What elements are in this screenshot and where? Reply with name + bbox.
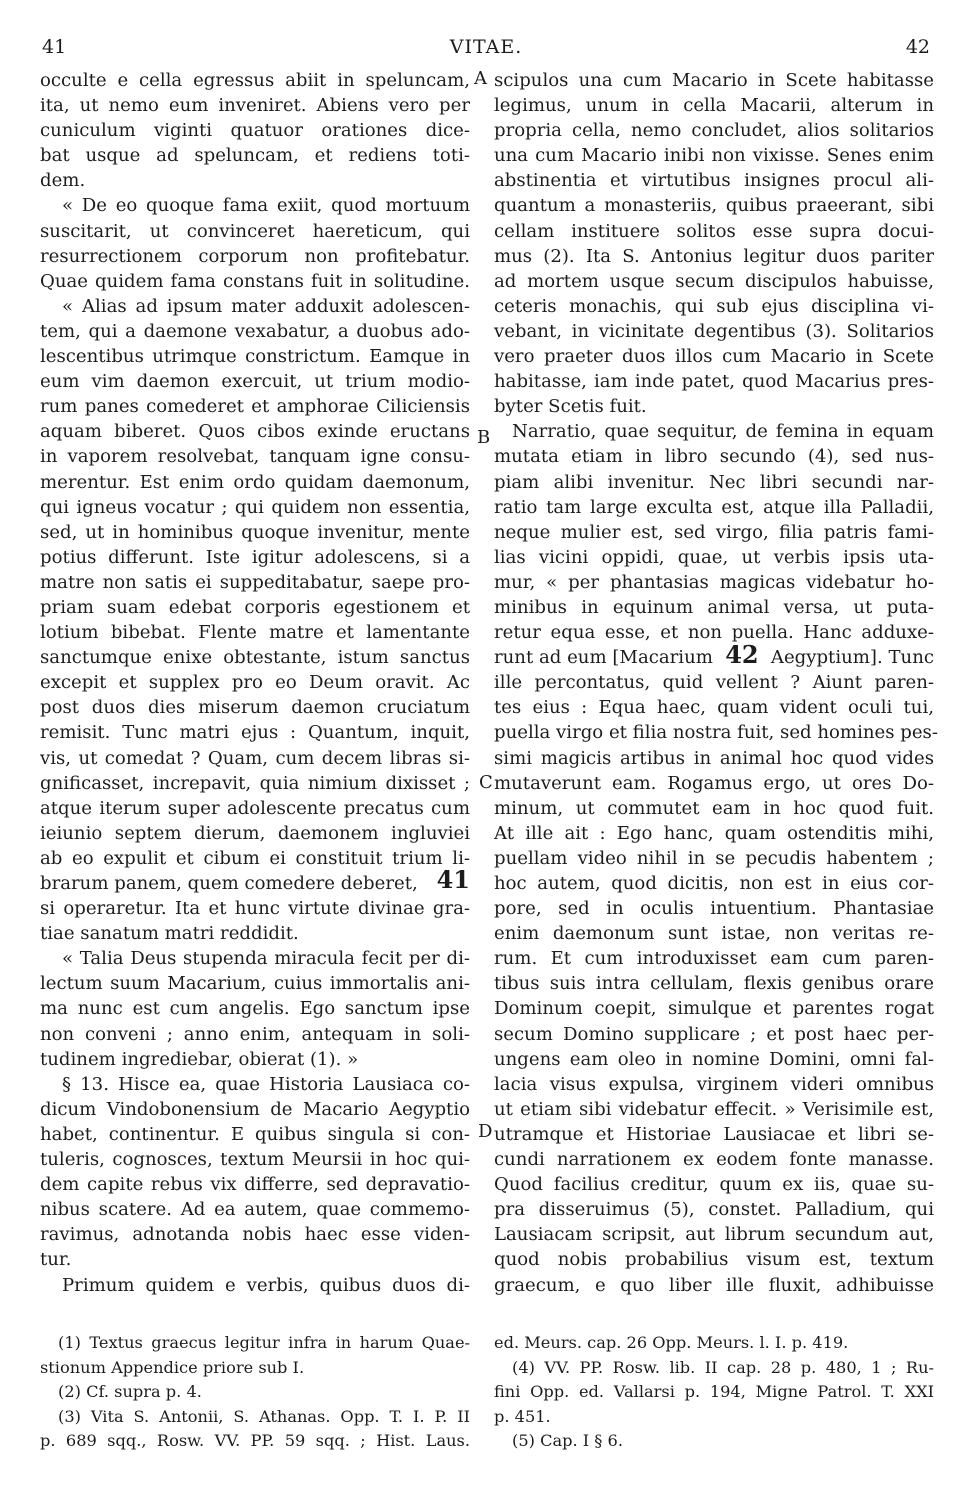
text-line: pra disseruimus (5), constet. Palladium, qui [494,1199,934,1221]
margin-letter-c: C [479,772,493,793]
text-line: nibus scatere. Ad ea autem, quae commemo- [40,1199,470,1221]
footnote-line: (3) Vita S. Antonii, S. Athanas. Opp. T. I. P. II [58,1406,470,1426]
margin-letter-d: D [478,1121,493,1142]
text-line: cundi narrationem ex eodem fonte manasse. [494,1149,934,1171]
footnote-line: fini Opp. ed. Vallarsi p. 194, Migne Patrol. T. XXI [494,1382,934,1402]
text-line: resurrectionem corporum non profitebatur. [40,245,470,267]
text-line: matre non satis ei suppeditabatur, saepe pro- [40,571,470,593]
footnote-line: (5) Cap. I § 6. [512,1431,623,1451]
footnote-line: (4) VV. PP. Rosw. lib. II cap. 28 p. 480, 1 ; Ru- [512,1357,934,1377]
text-line: non conveni ; anno enim, antequam in soli- [40,1023,470,1045]
text-line: tibus suis intra cellulam, flexis genibus orare [494,973,934,995]
text-line: quod nobis probabilius visum est, textum [494,1249,934,1271]
text-line: gnificasset, increpavit, quia nimium dixisset ; [40,772,470,794]
text-line: mutata etiam in libro secundo (4), sed nus- [494,446,934,468]
footnotes-right [494,1331,934,1454]
running-header [42,28,930,58]
text-line: legimus, unum in cella Macarii, alterum in [494,95,934,117]
text-line: puellam video nihil in se pecudis habentem ; [494,847,934,869]
text-line: enim daemonum sunt istae, non veritas re- [494,923,934,945]
page-number-left: 41 [42,36,67,58]
text-line: mus (2). Ita S. Antonius legitur duos pariter [494,245,934,267]
right-column [494,68,938,1298]
text-line: potius differunt. Iste igitur adolescens, si a [40,546,470,568]
text-line: sanctumque enixe obtestante, istum sanctus [40,647,470,669]
text-line: priam suam edebat corporis egestionem et [40,596,470,618]
text-line: dem. [40,170,86,192]
text-line: mur, « per phantasias magicas videbatur ho- [494,571,934,593]
running-title: VITAE. [449,36,523,58]
text-line: ungens eam oleo in nomine Domini, omni fal- [494,1048,934,1070]
text-line: ab eo expulit et cibum ei constituit trium li- [40,847,470,869]
text-line-with-marker [40,865,470,896]
text-line: dem capite rebus vix differre, sed depravatio- [40,1174,470,1196]
text-line: qui igneus vocatur ; qui quidem non essentia, [40,496,470,518]
text-line: piam alibi invenitur. Nec libri secundi nar- [494,471,934,493]
text-line: mutaverunt eam. Rogamus ergo, ut ores Do- [494,772,934,794]
text-line: scipulos una cum Macario in Scete habitasse [494,70,934,91]
text-line: dicum Vindobonensium de Macario Aegyptio [40,1098,470,1120]
text-line: At ille ait : Ego hanc, quam ostenditis mihi, [494,822,934,844]
text-line: ita, ut nemo eum inveniret. Abiens vero per [40,95,470,117]
footnote-line: stionum Appendice priore sub I. [40,1357,305,1377]
text-line: Primum quidem e verbis, quibus duos di- [62,1274,470,1296]
text-line: tiae sanatum matri reddidit. [40,923,299,945]
text-line: vero praeter duos illos cum Macario in Scete [494,346,934,368]
text-line: si operaretur. Ita et hunc virtute divinae gra- [40,898,470,920]
text-line: in vaporem resolvebat, tanquam igne consu- [40,446,470,468]
text-line: ceteris monachis, qui sub ejus disciplina vi- [494,295,934,317]
text-line: rum panes comederet et amphorae Ciliciensis [40,396,470,418]
text-line: ille percontatus, quid vellent ? Aiunt paren- [494,672,934,694]
text-line: lescentibus utrimque constrictum. Eamque in [40,346,470,368]
text-line: Dominum coepit, simulque et parentes rogat [494,998,934,1020]
text-line: habitasse, iam inde patet, quod Macarius pres- [494,371,934,393]
text-line: vis, ut comedat ? Quam, cum decem libras si- [40,747,470,769]
text-line: lectum suum Macarium, cuius immortalis ani- [40,973,470,995]
text-line: simi magicis artibus in animal hoc quod vides [494,747,934,769]
text-line: ad mortem usque secum discipulos habuisse, [494,270,934,292]
text-line: graecum, e quo liber ille fluxit, adhibuisse [494,1274,934,1296]
text-line: « Talia Deus stupenda miracula fecit per di- [62,948,470,970]
margin-letter-b: B [477,427,491,448]
footnote-line: ed. Meurs. cap. 26 Opp. Meurs. l. I. p. 419. [494,1333,849,1352]
text-line: eum vim daemon exercuit, ut trium modio- [40,371,470,393]
text-line: tes eius : Equa haec, quam vident oculi tui, [494,697,934,719]
footnote-line: p. 689 sqq., Rosw. VV. PP. 59 sqq. ; Hist. Laus. [40,1431,470,1451]
text-line: ma nunc est cum angelis. Ego sanctum ipse [40,998,470,1020]
text-line: suscitarit, ut convinceret haereticum, qui [40,220,470,242]
text-line: rum. Et cum introduxisset eam cum paren- [494,948,934,970]
text-line: lacia visus expulsa, virginem videri omnibus [494,1073,934,1095]
text-line: lotium bibebat. Flente matre et lamentante [40,622,470,644]
text-line-with-marker [494,640,934,670]
text-line: runt ad eum [Macarium [494,647,713,669]
text-line: tur. [40,1249,72,1271]
text-line: propria cella, nemo concludet, alios solitarios [494,120,934,142]
text-line: hoc autem, quod dicitis, non est in eius cor- [494,873,934,894]
text-line: brarum panem, quem comedere deberet, [40,873,418,894]
inline-page-marker: 41 [436,865,470,894]
text-line: ieiunio septem dierum, daemonem ingluviei [40,822,470,844]
text-line: remisit. Tunc matri ejus : Quantum, inquit, [40,722,470,744]
text-line: ut etiam sibi videbatur effecit. » Verisimile est, [494,1098,934,1120]
page-number-right: 42 [905,36,930,58]
text-line: vebant, in vicinitate degentibus (3). Solitarios [494,320,934,342]
text-line: neque mulier est, sed virgo, filia patris fami- [494,521,934,543]
text-line: quantum a monasteriis, quibus praeerant, sibi [494,195,934,217]
text-line: Narratio, quae sequitur, de femina in equam [512,421,934,443]
footnote-line: (1) Textus graecus legitur infra in harum Quae- [58,1333,470,1352]
text-line: retur equa esse, et non puella. Hanc adduxe- [494,622,934,644]
text-line: sed, ut in hominibus quoque invenitur, mente [40,521,470,543]
text-line: merentur. Est enim ordo quidam daemonum, [40,471,470,493]
text-line: aquam biberet. Quos cibos exinde eructans [40,421,470,443]
text-line: minibus in equinum animal versa, ut puta- [494,596,934,618]
text-line: tuleris, cognosces, textum Meursii in hoc qui- [40,1149,470,1171]
text-line: ratio tam large exculta est, atque illa Palladii, [494,496,934,518]
inline-page-marker: 42 [725,640,759,670]
text-line: post duos dies miserum daemon cruciatum [40,697,470,719]
text-line: excepit et supplex pro eo Deum oravit. Ac [40,672,470,694]
text-line: puella virgo et filia nostra fuit, sed homines pes- [494,722,938,744]
text-line: lias vicini oppidi, quae, ut verbis ipsis uta- [494,546,934,568]
text-line: tem, qui a daemone vexabatur, a duobus ado- [40,320,470,342]
text-line: habet, continentur. E quibus singula si con- [40,1123,470,1145]
text-line: « Alias ad ipsum mater adduxit adolescen- [62,295,470,317]
left-column [40,68,470,1298]
text-line: occulte e cella egressus abiit in speluncam, [40,70,470,91]
footnote-line: (2) Cf. supra p. 4. [58,1382,202,1402]
text-line: byter Scetis fuit. [494,396,647,418]
text-line: Lausiacam scripsit, aut librum secundum aut, [494,1224,934,1246]
text-line: Quod facilius creditur, quum ex iis, quae su- [494,1174,934,1196]
footnote-line: p. 451. [494,1406,551,1426]
text-line: ravimus, adnotanda nobis haec esse viden- [40,1224,470,1246]
text-line: secum Domino supplicare ; et post haec per- [494,1023,934,1045]
text-line: pore, sed in oculis intuentium. Phantasiae [494,898,934,920]
text-line: tudinem ingrediebar, obierat (1). » [40,1048,359,1070]
text-line: Quae quidem fama constans fuit in solitudine. [40,270,470,292]
text-line: Aegyptium]. Tunc [770,647,934,669]
text-line: atque iterum super adolescente precatus cum [40,797,470,819]
text-line: cuniculum viginti quatuor orationes dice- [40,120,470,142]
margin-letter-a: A [474,68,487,89]
text-line: bat usque ad speluncam, et rediens toti- [40,145,470,167]
text-line: utramque et Historiae Lausiacae et libri se- [494,1123,934,1145]
text-line: minum, ut commutet eam in hoc quod fuit. [494,797,934,819]
text-line: abstinentia et virtutibus insignes procul ali- [494,170,934,192]
text-line: « De eo quoque fama exiit, quod mortuum [62,195,470,217]
text-line: una cum Macario inibi non vixisse. Senes enim [494,145,934,167]
footnotes-left [40,1331,470,1454]
text-line: § 13. Hisce ea, quae Historia Lausiaca co- [62,1073,470,1095]
text-line: cellam instituere solitos esse supra docui- [494,220,934,242]
